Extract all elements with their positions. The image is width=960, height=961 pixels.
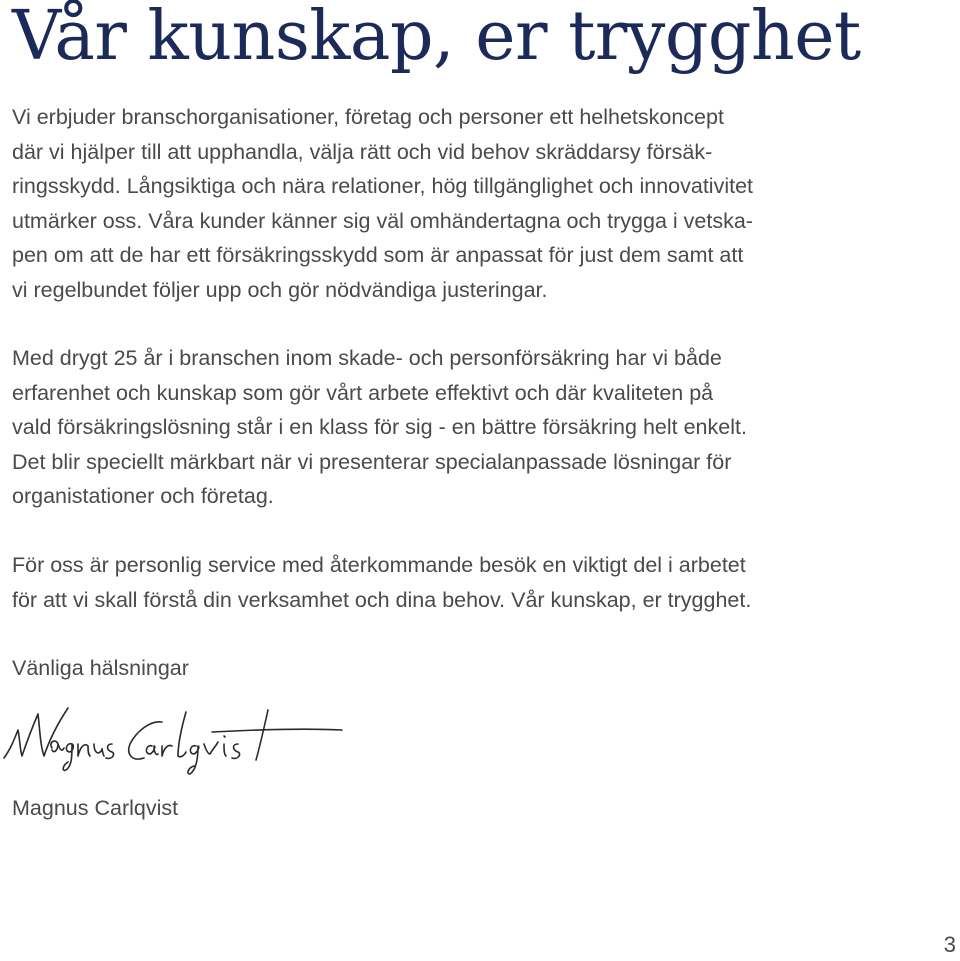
paragraph-line: ringsskydd. Långsiktiga och nära relationer, hög tillgänglighet och innovativitet (12, 174, 754, 199)
intro-paragraph (12, 100, 753, 308)
paragraph-line: organistationer och företag. (12, 484, 274, 509)
paragraph-line: pen om att de har ett försäkringsskydd som är anpassat för just dem samt att (12, 243, 744, 268)
paragraph-line: Det blir speciellt märkbart när vi presenterar specialanpassade lösningar för (12, 449, 732, 474)
page-title: Vår kunskap, er trygghet (12, 0, 861, 76)
experience-paragraph (12, 341, 747, 514)
paragraph-line: vald försäkringslösning står i en klass för sig - en bättre försäkring helt enkelt. (12, 415, 747, 440)
paragraph-line: vi regelbundet följer upp och gör nödvändiga justeringar. (12, 277, 548, 302)
paragraph-line: där vi hjälper till att upphandla, välja rätt och vid behov skräddarsy försäk- (12, 139, 713, 164)
service-paragraph (12, 548, 751, 617)
page-number: 3 (943, 932, 956, 957)
paragraph-line: Med drygt 25 år i branschen inom skade- och personförsäkring har vi både (12, 346, 722, 370)
handwritten-signature (0, 700, 345, 780)
closing-greeting: Vänliga hälsningar (12, 656, 189, 680)
paragraph-line: för att vi skall förstå din verksamhet och dina behov. Vår kunskap, er trygghet. (12, 587, 752, 612)
paragraph-line: Vi erbjuder branschorganisationer, företag och personer ett helhetskoncept (12, 105, 724, 129)
paragraph-line: erfarenhet och kunskap som gör vårt arbete effektivt och där kvaliteten på (12, 380, 714, 405)
paragraph-line: utmärker oss. Våra kunder känner sig väl omhändertagna och trygga i vetska- (12, 208, 753, 233)
signer-name: Magnus Carlqvist (12, 796, 179, 820)
paragraph-line: För oss är personlig service med återkommande besök en viktigt del i arbetet (12, 553, 746, 577)
